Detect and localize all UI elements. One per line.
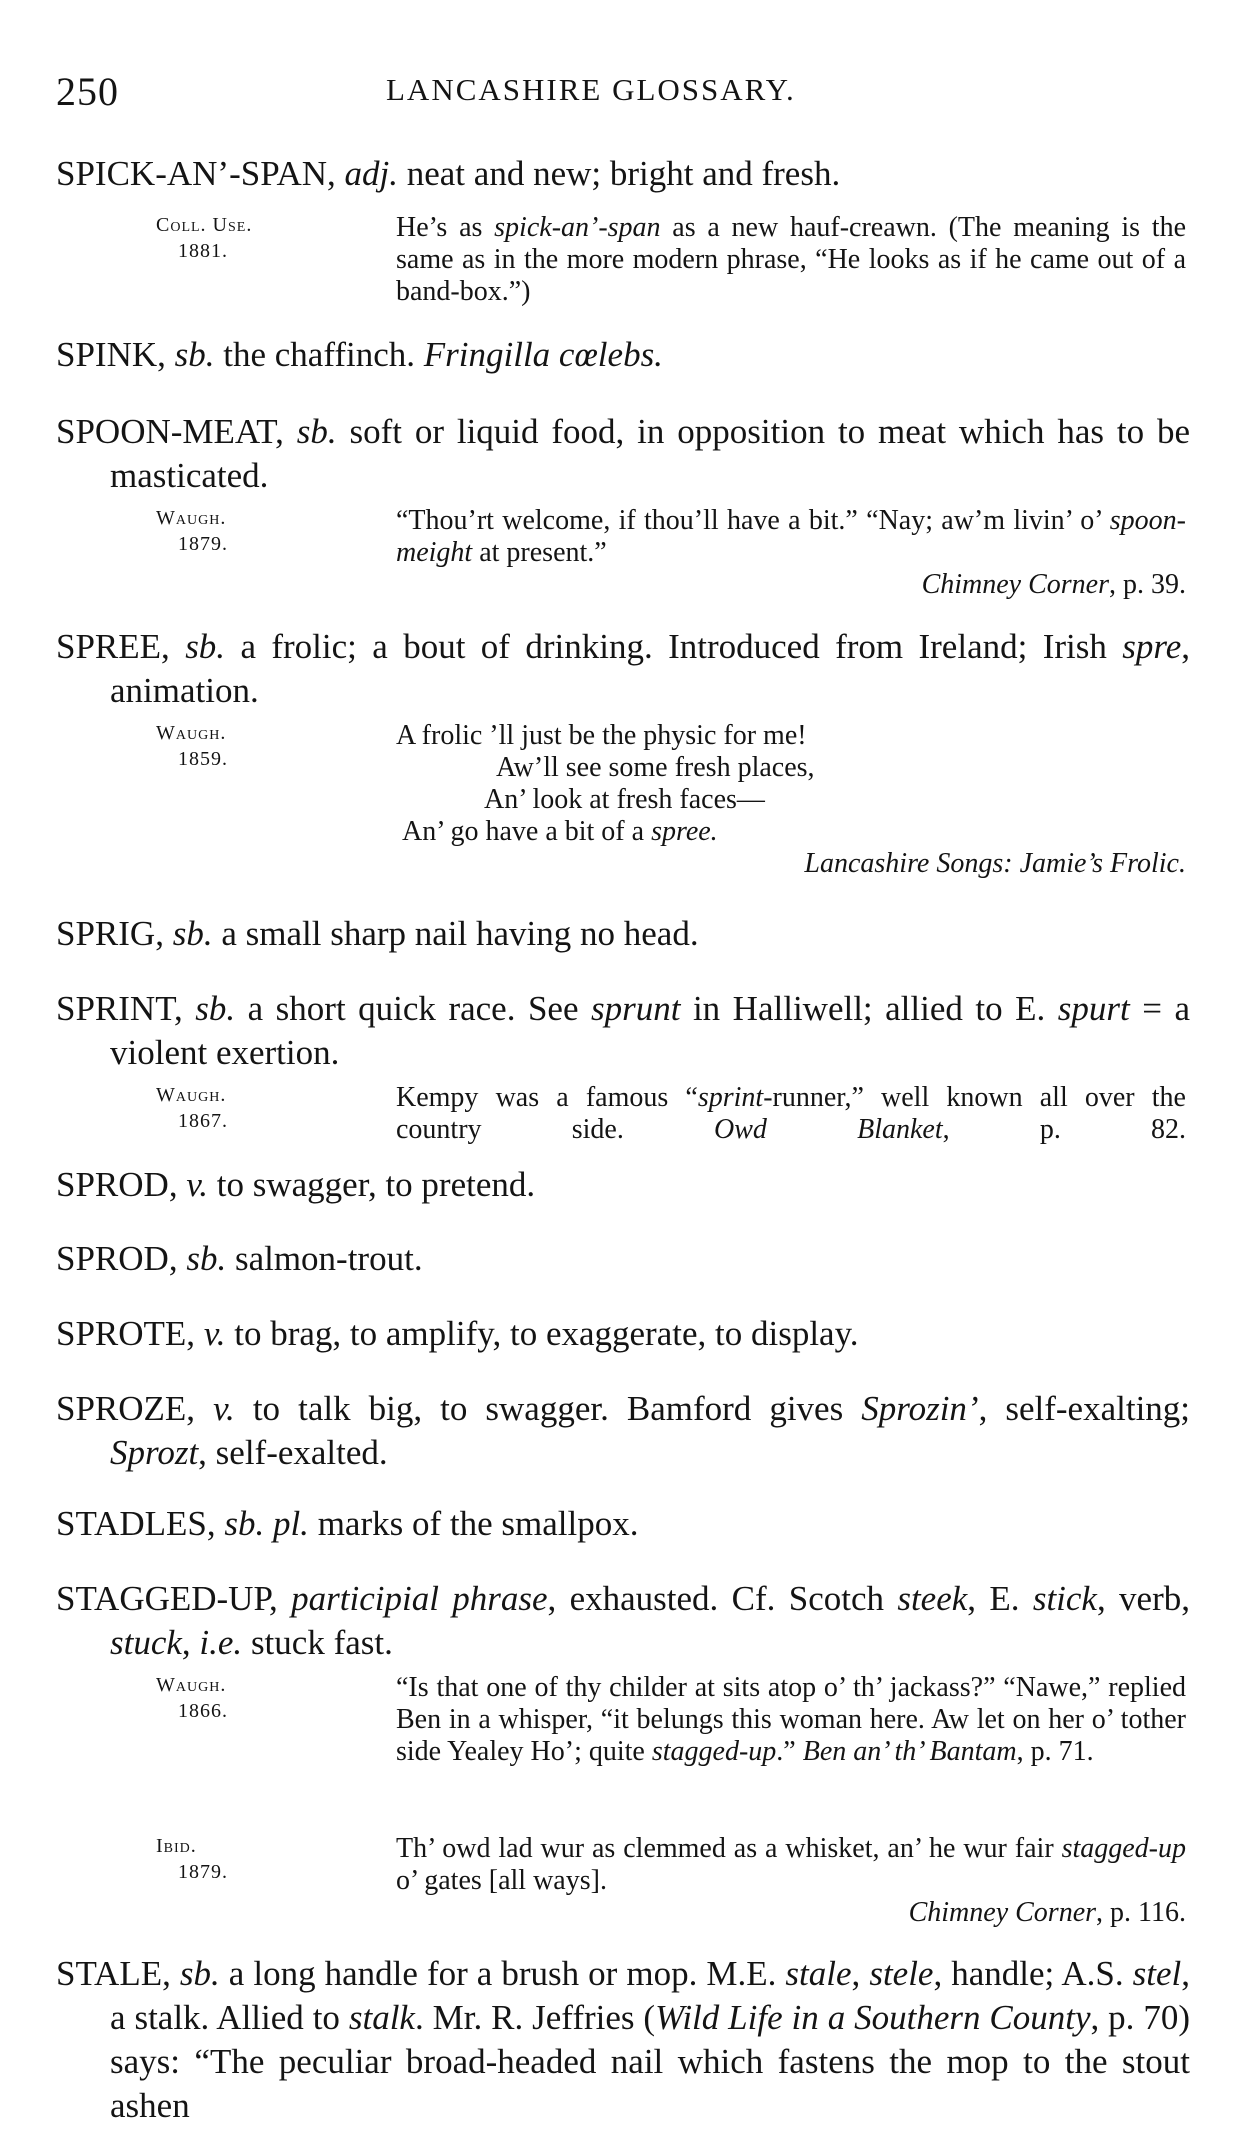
entry-sprod-verb bbox=[56, 1163, 1190, 1207]
citation-quote: He’s as spick-an’-span as a new hauf-creawn. (The meaning is the same as in the more modern phrase, “He looks as if he came out of a band-box.”) bbox=[396, 212, 1186, 307]
running-title: LANCASHIRE GLOSSARY. bbox=[386, 72, 796, 107]
headword: SPICK-AN’-SPAN, bbox=[56, 154, 336, 193]
part-of-speech: v. bbox=[213, 1389, 235, 1428]
part-of-speech: participial phrase bbox=[291, 1579, 548, 1618]
citation-source: Waugh. 1879. bbox=[156, 505, 386, 557]
entry-spoon-meat bbox=[56, 410, 1190, 498]
definition: to swagger, to pretend. bbox=[208, 1165, 536, 1204]
citation-year: 1867. bbox=[178, 1110, 228, 1132]
headword: SPROTE, bbox=[56, 1314, 196, 1353]
definition: neat and new; bright and fresh. bbox=[397, 154, 841, 193]
headword: SPROZE, bbox=[56, 1389, 196, 1428]
entry-spick-an-span bbox=[56, 152, 1190, 196]
headword: SPROD, bbox=[56, 1165, 178, 1204]
part-of-speech: v. bbox=[186, 1165, 209, 1204]
part-of-speech: sb. bbox=[296, 412, 337, 451]
headword: STALE, bbox=[56, 1954, 171, 1993]
part-of-speech: adj. bbox=[344, 154, 398, 193]
definition: a small sharp nail having no head. bbox=[212, 914, 699, 953]
citation-year: 1879. bbox=[178, 533, 228, 555]
citation-reference: Chimney Corner, p. 39. bbox=[921, 569, 1186, 600]
citation-source: Waugh. 1866. bbox=[156, 1672, 386, 1724]
citation-quote: “Is that one of thy childer at sits atop o’ th’ jackass?” “Nawe,” replied Ben in a whisper, “it belungs this woman here. Aw let on her o’ tother side Yealey Ho’; quite stagged-up.” Ben an’ th’ Bantam, p. 71. bbox=[396, 1672, 1186, 1767]
part-of-speech: sb. bbox=[179, 1954, 220, 1993]
entry-sprod-noun bbox=[56, 1237, 1190, 1281]
part-of-speech: sb. bbox=[172, 914, 213, 953]
citation-reference: Owd Blanket bbox=[714, 1114, 943, 1145]
part-of-speech: v. bbox=[203, 1314, 226, 1353]
citation-source: Waugh. 1867. bbox=[156, 1082, 386, 1134]
citation-verse: A frolic ’ll just be the physic for me! Aw’ll see some fresh places, An’ look at fresh faces— An’ go have a bit of a spree. Lancashire Songs: Jamie’s Frolic. bbox=[396, 720, 1186, 879]
citation-quote: Th’ owd lad wur as clemmed as a whisket, an’ he wur fair stagged-up o’ gates [all ways]. Chimney Corner, p. 116. bbox=[396, 1833, 1186, 1928]
definition: the chaffinch. bbox=[214, 335, 424, 374]
headword: SPOON-MEAT, bbox=[56, 412, 284, 451]
part-of-speech: sb. bbox=[186, 1239, 227, 1278]
entry-sprig bbox=[56, 912, 1190, 956]
citation-year: 1866. bbox=[178, 1700, 228, 1722]
entry-stagged-up: STAGGED-UP, participial phrase, exhausted. Cf. Scotch steek, E. stick, verb, stuck, i.e. stuck fast. bbox=[56, 1579, 1190, 1662]
definition: salmon-trout. bbox=[226, 1239, 423, 1278]
citation-reference: Chimney Corner, p. 116. bbox=[908, 1897, 1186, 1928]
citation-year: 1859. bbox=[178, 748, 228, 770]
part-of-speech: sb. bbox=[185, 627, 226, 666]
entry-stadles bbox=[56, 1502, 1190, 1546]
citation-source: Coll. Use. 1881. bbox=[156, 212, 386, 264]
citation-year: 1879. bbox=[178, 1861, 228, 1883]
page-number: 250 bbox=[56, 69, 119, 114]
part-of-speech: sb. pl. bbox=[224, 1504, 309, 1543]
citation-source: Ibid. 1879. bbox=[156, 1833, 386, 1885]
citation-reference: Lancashire Songs: Jamie’s Frolic. bbox=[804, 848, 1186, 879]
entry-spink bbox=[56, 333, 1190, 377]
page-header bbox=[56, 68, 1186, 118]
headword: STADLES, bbox=[56, 1504, 216, 1543]
citation-reference: Ben an’ th’ Bantam bbox=[802, 1736, 1017, 1767]
citation-year: 1881. bbox=[178, 240, 228, 262]
headword: SPRIG, bbox=[56, 914, 164, 953]
latin-name: Fringilla cœlebs. bbox=[423, 335, 663, 374]
entry-spree: SPREE, sb. a frolic; a bout of drinking. Introduced from Ireland; Irish spre, animation. bbox=[56, 627, 1190, 710]
headword: SPINK, bbox=[56, 335, 166, 374]
headword: STAGGED-UP, bbox=[56, 1579, 278, 1618]
part-of-speech: sb. bbox=[195, 989, 236, 1028]
entry-sproze: SPROZE, v. to talk big, to swagger. Bamford gives Sprozin’, self-exalting; Sprozt, self-exalted. bbox=[56, 1389, 1191, 1472]
headword: SPROD, bbox=[56, 1239, 178, 1278]
part-of-speech: sb. bbox=[174, 335, 215, 374]
definition: soft or liquid food, in opposition to meat which has to be masticated. bbox=[110, 412, 1190, 495]
citation-quote: “Thou’rt welcome, if thou’ll have a bit.” “Nay; aw’m livin’ o’ spoon-meight at present.” Chimney Corner, p. 39. bbox=[396, 505, 1186, 600]
entry-stale: STALE, sb. a long handle for a brush or mop. M.E. stale, stele, handle; A.S. stel, a stalk. Allied to stalk. Mr. R. Jeffries (Wild Life in a Southern County, p. 70) says: “The peculiar broad-headed nail which fastens the mop to the stout ashen bbox=[56, 1954, 1191, 2125]
headword: SPRINT, bbox=[56, 989, 183, 1028]
headword: SPREE, bbox=[56, 627, 170, 666]
citation-quote: Kempy was a famous “sprint-runner,” well known all over the country side. Owd Blanket, p. 82. bbox=[396, 1082, 1186, 1145]
definition: marks of the smallpox. bbox=[308, 1504, 639, 1543]
citation-source: Waugh. 1859. bbox=[156, 720, 386, 772]
definition: to brag, to amplify, to exaggerate, to display. bbox=[225, 1314, 859, 1353]
entry-sprint: SPRINT, sb. a short quick race. See sprunt in Halliwell; allied to E. spurt = a violent exertion. bbox=[56, 989, 1190, 1072]
entry-sprote bbox=[56, 1312, 1190, 1356]
